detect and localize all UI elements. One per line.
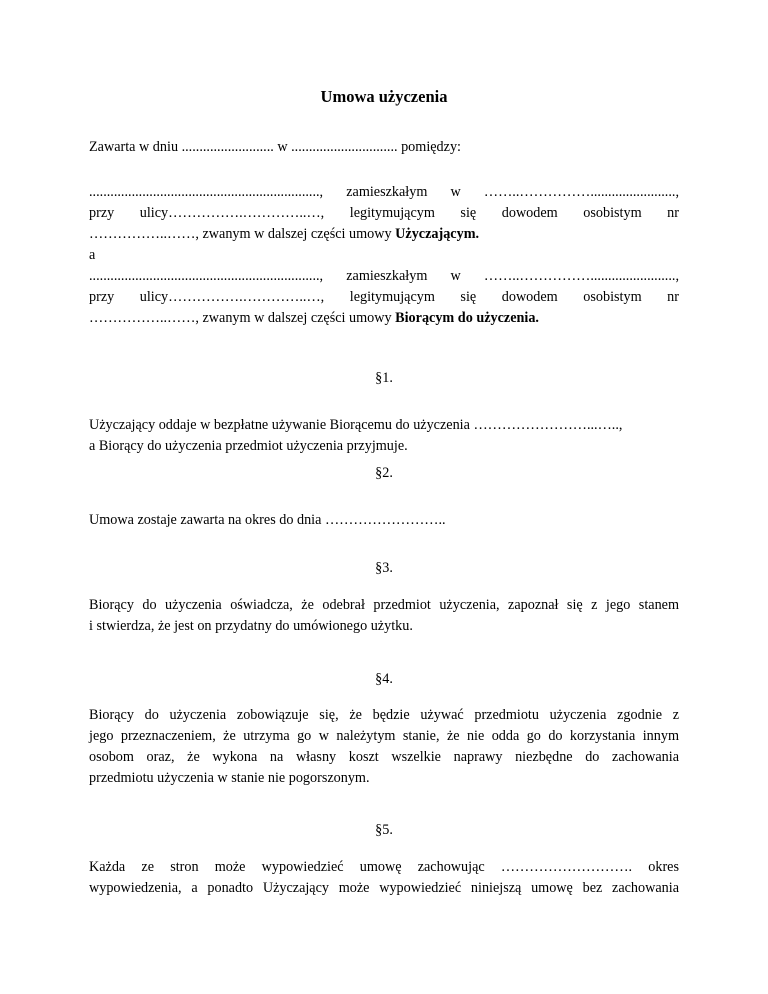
party2-line1: ................................................................., zamieszkałym w ……..……………........................, xyxy=(89,268,679,284)
party1-line3-text: ……………..……, zwanym w dalszej części umowy xyxy=(89,226,396,242)
section-4-line: Biorący do użyczenia zobowiązuje się, że będzie używać przedmiotu użyczenia zgodnie z xyxy=(89,707,679,723)
party1-line2: przy ulicy…………….…………..…, legitymującym się dowodem osobistym nr xyxy=(89,205,679,221)
section-3-line: Biorący do użyczenia oświadcza, że odebrał przedmiot użyczenia, zapoznał się z jego stanem xyxy=(89,597,679,613)
section-4-line: jego przeznaczeniem, że utrzyma go w należytym stanie, że nie odda go do korzystania innym xyxy=(89,728,679,744)
section-1-heading: §1. xyxy=(375,370,393,386)
section-4-line: przedmiotu użyczenia w stanie nie pogorszonym. xyxy=(89,770,370,786)
section-2-body xyxy=(89,510,679,531)
section-4-line: osobom oraz, że wykona na własny koszt wszelkie naprawy niezbędne do zachowania xyxy=(89,749,679,765)
party2-line3-text: ……………..……, zwanym w dalszej części umowy xyxy=(89,310,396,326)
intro-line: Zawarta w dniu .......................... w .............................. pomiędzy: xyxy=(89,139,461,155)
party1-line3 xyxy=(89,224,679,245)
document-title: Umowa użyczenia xyxy=(320,87,448,106)
section-1-body xyxy=(89,415,679,457)
section-1-line: a Biorący do użyczenia przedmiot użyczenia przyjmuje. xyxy=(89,438,408,454)
party1-block xyxy=(89,182,679,245)
party1-line1: ................................................................., zamieszkałym w ……..……………........................, xyxy=(89,184,679,200)
section-5-line: Każda ze stron może wypowiedzieć umowę zachowując ………………………. okres xyxy=(89,859,679,875)
section-3-body xyxy=(89,595,679,637)
conjunction-a: a xyxy=(89,247,96,263)
section-3-heading: §3. xyxy=(375,560,393,576)
section-5-body xyxy=(89,857,679,899)
party2-line3 xyxy=(89,308,679,329)
section-3-line: i stwierdza, że jest on przydatny do umówionego użytku. xyxy=(89,618,413,634)
party2-line2: przy ulicy…………….…………..…, legitymującym się dowodem osobistym nr xyxy=(89,289,679,305)
section-5-line: wypowiedzenia, a ponadto Użyczający może wypowiedzieć niniejszą umowę bez zachowania xyxy=(89,880,679,896)
section-5-heading: §5. xyxy=(375,822,393,838)
party2-block xyxy=(89,266,679,329)
section-2-line: Umowa zostaje zawarta na okres do dnia …………………….. xyxy=(89,512,446,528)
section-4-body xyxy=(89,705,679,789)
section-1-line: Użyczający oddaje w bezpłatne używanie Biorącemu do użyczenia ……………………...….., xyxy=(89,417,623,433)
party2-role: Biorącym do użyczenia. xyxy=(395,310,539,326)
section-2-heading: §2. xyxy=(375,465,393,481)
section-4-heading: §4. xyxy=(375,671,393,687)
party1-role: Użyczającym. xyxy=(395,226,480,242)
